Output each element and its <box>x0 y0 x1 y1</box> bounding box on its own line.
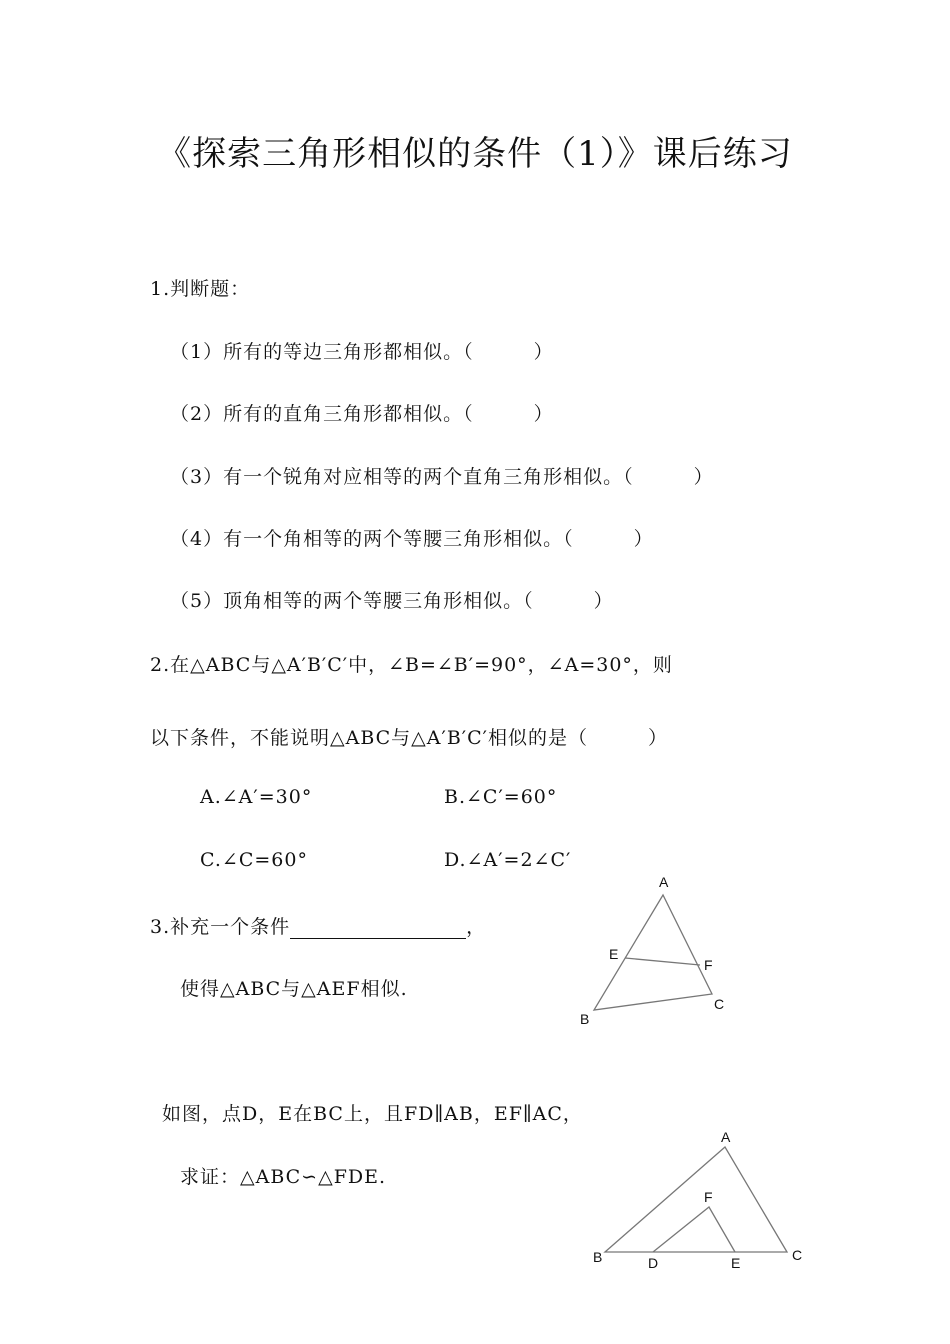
q2-option-a: A.∠A′=30° <box>200 786 313 808</box>
page-title: 《探索三角形相似的条件（1）》课后练习 <box>157 134 793 174</box>
q4-triangle-abc <box>605 1147 787 1252</box>
q4-line-1: 如图，点D，E在BC上，且FD∥AB，EF∥AC， <box>162 1103 583 1125</box>
q1-item-3: （3）有一个锐角对应相等的两个直角三角形相似。（ ） <box>170 466 714 488</box>
q4-label-f: F <box>704 1189 713 1205</box>
q3-label-b: B <box>580 1011 590 1027</box>
q3-label-c: C <box>714 996 725 1012</box>
q2-option-c: C.∠C=60° <box>200 849 308 871</box>
q3-label-a: A <box>659 874 669 890</box>
q2-option-b: B.∠C′=60° <box>444 786 558 808</box>
q4-label-b: B <box>593 1249 603 1265</box>
q2-line-1: 2.在△ABC与△A′B′C′中，∠B=∠B′=90°，∠A=30°，则 <box>150 654 673 676</box>
q4-triangle-fde <box>653 1207 735 1252</box>
q4-label-a: A <box>721 1129 731 1145</box>
q3-line-1 <box>150 912 486 939</box>
q1-item-2: （2）所有的直角三角形都相似。（ ） <box>170 403 554 425</box>
q3-answer-blank[interactable] <box>290 918 466 939</box>
q4-triangle-figure <box>585 1125 810 1275</box>
q3-suffix: ， <box>466 916 487 938</box>
q2-option-d: D.∠A′=2∠C′ <box>444 849 572 871</box>
q1-item-1: （1）所有的等边三角形都相似。（ ） <box>170 341 554 363</box>
q1-heading: 1.判断题： <box>150 278 251 300</box>
q4-label-d: D <box>648 1255 659 1271</box>
q3-label-e: E <box>609 946 619 962</box>
q4-label-e: E <box>731 1255 741 1271</box>
q3-triangle-figure <box>570 868 740 1033</box>
q3-line-2: 使得△ABC与△AEF相似. <box>180 978 408 1000</box>
q4-label-c: C <box>792 1247 803 1263</box>
q3-prefix: 3.补充一个条件 <box>150 916 291 938</box>
q3-label-f: F <box>704 957 713 973</box>
q2-line-2: 以下条件，不能说明△ABC与△A′B′C′相似的是（ ） <box>150 727 668 749</box>
q1-item-4: （4）有一个角相等的两个等腰三角形相似。（ ） <box>170 528 654 550</box>
q3-segment-ef <box>625 958 700 965</box>
q1-item-5: （5）顶角相等的两个等腰三角形相似。（ ） <box>170 590 614 612</box>
q4-line-2: 求证：△ABC∽△FDE. <box>180 1166 387 1188</box>
